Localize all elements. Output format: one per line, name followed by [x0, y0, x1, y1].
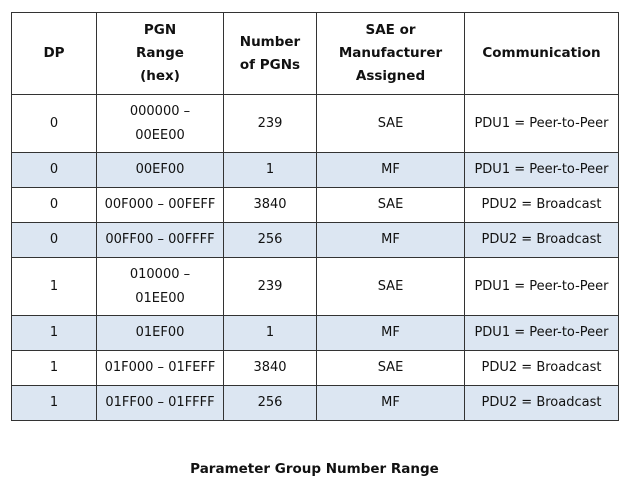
cell-dp: 0 — [12, 188, 97, 223]
table-row — [12, 316, 619, 351]
table-row — [12, 386, 619, 421]
cell-num-pgns: 256 — [224, 223, 317, 258]
table-row — [12, 95, 619, 153]
cell-pgn-range: 01EF00 — [97, 316, 224, 351]
table-body — [12, 95, 619, 421]
table-header-row — [12, 13, 619, 95]
header-number-of-pgns: Number of PGNs — [224, 13, 317, 95]
cell-assigned: MF — [317, 316, 465, 351]
cell-assigned: SAE — [317, 351, 465, 386]
cell-assigned: MF — [317, 153, 465, 188]
cell-communication: PDU1 = Peer-to-Peer — [465, 153, 619, 188]
cell-pgn-range: 00F000 – 00FEFF — [97, 188, 224, 223]
cell-communication: PDU2 = Broadcast — [465, 351, 619, 386]
cell-dp: 0 — [12, 153, 97, 188]
cell-pgn-range: 01FF00 – 01FFFF — [97, 386, 224, 421]
cell-pgn-range: 00FF00 – 00FFFF — [97, 223, 224, 258]
cell-communication: PDU1 = Peer-to-Peer — [465, 258, 619, 316]
cell-communication: PDU2 = Broadcast — [465, 386, 619, 421]
cell-assigned: MF — [317, 386, 465, 421]
table-row — [12, 258, 619, 316]
cell-num-pgns: 1 — [224, 153, 317, 188]
cell-dp: 1 — [12, 258, 97, 316]
cell-communication: PDU2 = Broadcast — [465, 223, 619, 258]
cell-num-pgns: 256 — [224, 386, 317, 421]
table-row — [12, 223, 619, 258]
cell-dp: 1 — [12, 386, 97, 421]
cell-communication: PDU2 = Broadcast — [465, 188, 619, 223]
header-dp: DP — [12, 13, 97, 95]
cell-num-pgns: 239 — [224, 258, 317, 316]
cell-pgn-range: 000000 – 00EE00 — [97, 95, 224, 153]
cell-communication: PDU1 = Peer-to-Peer — [465, 95, 619, 153]
cell-communication: PDU1 = Peer-to-Peer — [465, 316, 619, 351]
cell-dp: 0 — [12, 95, 97, 153]
cell-dp: 0 — [12, 223, 97, 258]
table-caption: Parameter Group Number Range — [190, 461, 439, 477]
cell-num-pgns: 3840 — [224, 351, 317, 386]
cell-num-pgns: 1 — [224, 316, 317, 351]
pgn-range-table — [11, 12, 619, 421]
header-pgn-range: PGN Range (hex) — [97, 13, 224, 95]
cell-dp: 1 — [12, 351, 97, 386]
table-row — [12, 351, 619, 386]
cell-assigned: SAE — [317, 188, 465, 223]
table-row — [12, 153, 619, 188]
cell-assigned: SAE — [317, 258, 465, 316]
cell-num-pgns: 239 — [224, 95, 317, 153]
cell-assigned: SAE — [317, 95, 465, 153]
table-row — [12, 188, 619, 223]
cell-num-pgns: 3840 — [224, 188, 317, 223]
cell-assigned: MF — [317, 223, 465, 258]
header-assigned: SAE or Manufacturer Assigned — [317, 13, 465, 95]
cell-pgn-range: 010000 – 01EE00 — [97, 258, 224, 316]
cell-pgn-range: 00EF00 — [97, 153, 224, 188]
cell-dp: 1 — [12, 316, 97, 351]
cell-pgn-range: 01F000 – 01FEFF — [97, 351, 224, 386]
header-communication: Communication — [465, 13, 619, 95]
